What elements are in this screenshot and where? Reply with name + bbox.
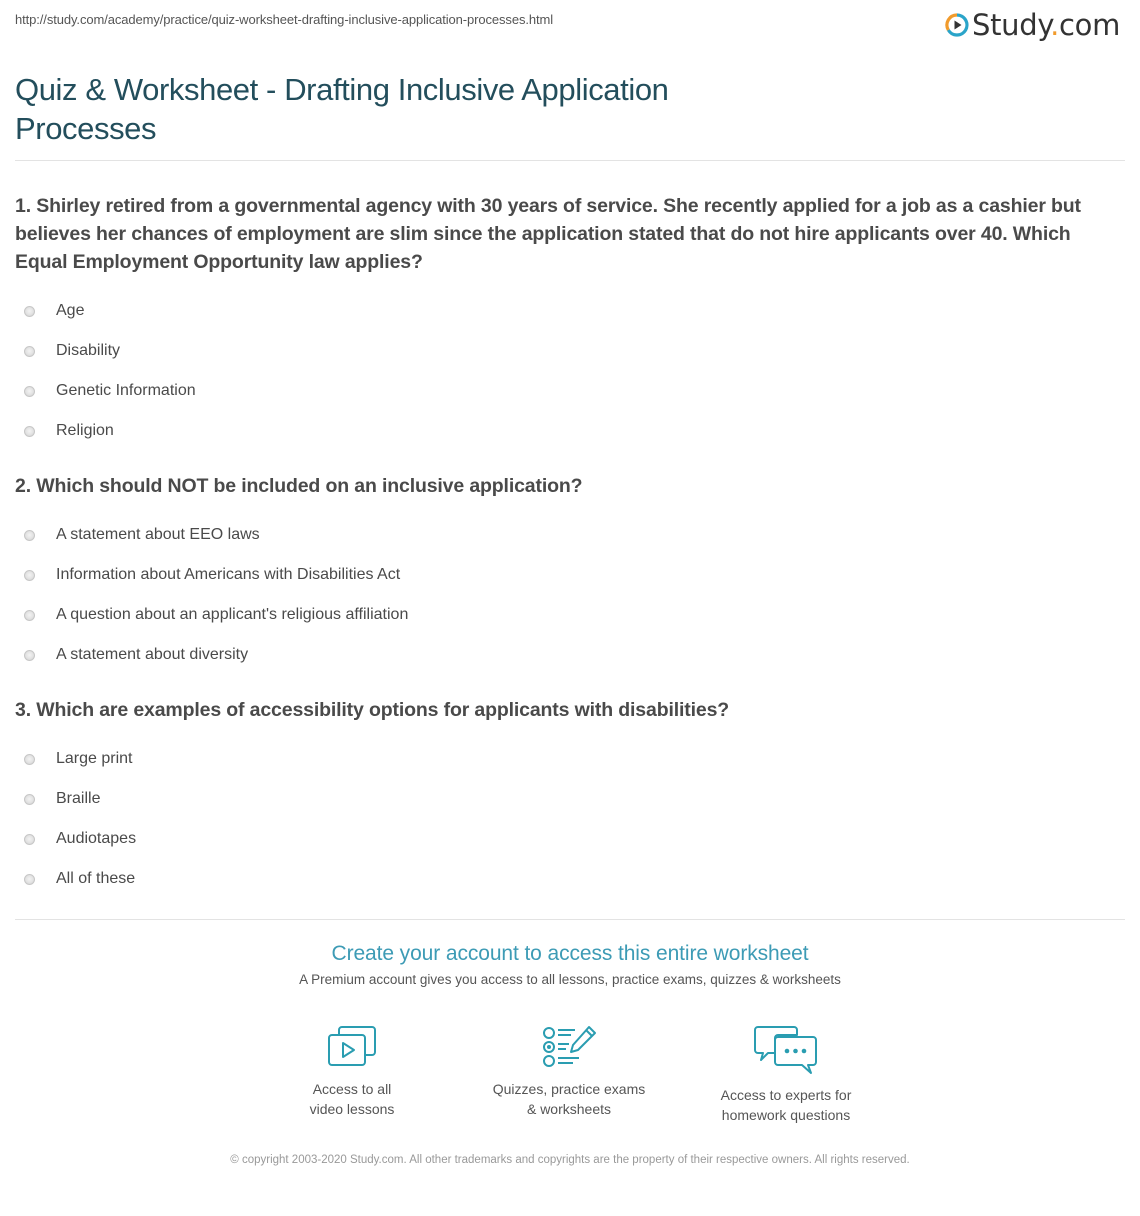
answer-option[interactable]: [15, 819, 1125, 859]
answer-label: Large print: [56, 750, 133, 767]
logo-name: Study: [972, 8, 1051, 42]
answer-option[interactable]: [15, 779, 1125, 819]
answer-label: All of these: [56, 870, 136, 887]
answer-label: Audiotapes: [56, 830, 137, 847]
radio-button-icon[interactable]: [24, 834, 35, 845]
answer-option[interactable]: [15, 515, 1125, 555]
feature-label-line1: Quizzes, practice exams: [492, 1081, 646, 1097]
video-lessons-icon: [252, 1025, 452, 1069]
answer-option[interactable]: [15, 331, 1125, 371]
feature-label-line1: Access to all: [312, 1081, 392, 1097]
feature-quizzes: [469, 1025, 669, 1119]
cta-divider: [15, 919, 1125, 920]
radio-button-icon[interactable]: [24, 306, 35, 317]
question-3: [15, 696, 1125, 899]
feature-label-line2: homework questions: [721, 1107, 851, 1123]
title-divider: [15, 160, 1125, 161]
feature-video-lessons: [252, 1025, 452, 1119]
radio-button-icon[interactable]: [24, 570, 35, 581]
quiz-checklist-icon: [469, 1025, 669, 1069]
feature-label-line1: Access to experts for: [720, 1087, 852, 1103]
answer-label: A question about an applicant's religious affiliation: [56, 606, 409, 623]
feature-label-line2: video lessons: [309, 1101, 395, 1117]
cta-subtitle: A Premium account gives you access to all lessons, practice exams, quizzes & worksheets: [299, 972, 841, 987]
create-account-link[interactable]: Create your account to access this entire worksheet: [331, 942, 809, 965]
answer-list: [15, 739, 1125, 899]
study-com-logo[interactable]: [945, 8, 1120, 42]
question-text: 2. Which should NOT be included on an inclusive application?: [15, 475, 583, 497]
radio-button-icon[interactable]: [24, 426, 35, 437]
answer-label: A statement about EEO laws: [56, 526, 260, 543]
answer-label: Genetic Information: [56, 382, 196, 399]
radio-button-icon[interactable]: [24, 874, 35, 885]
answer-option[interactable]: [15, 635, 1125, 675]
radio-button-icon[interactable]: [24, 754, 35, 765]
logo-dot: .: [1050, 8, 1060, 42]
answer-option[interactable]: [15, 739, 1125, 779]
radio-button-icon[interactable]: [24, 650, 35, 661]
radio-button-icon[interactable]: [24, 610, 35, 621]
question-1: [15, 192, 1125, 451]
radio-button-icon[interactable]: [24, 530, 35, 541]
answer-label: Information about Americans with Disabilities Act: [56, 566, 401, 583]
answer-option[interactable]: [15, 291, 1125, 331]
answer-label: Braille: [56, 790, 101, 807]
radio-button-icon[interactable]: [24, 386, 35, 397]
chat-bubbles-icon: [686, 1025, 886, 1075]
answer-label: Age: [56, 302, 85, 319]
question-text: 1. Shirley retired from a governmental agency with 30 years of service. She recently applied for a job as a cashier but believes her chances of employment are slim since the application stated that do not hire applicants over 40. Which Equal Employment Opportunity law applies?: [15, 195, 1081, 273]
question-text: 3. Which are examples of accessibility options for applicants with disabilities?: [15, 699, 730, 721]
question-2: [15, 472, 1125, 675]
radio-button-icon[interactable]: [24, 794, 35, 805]
answer-option[interactable]: [15, 859, 1125, 899]
radio-button-icon[interactable]: [24, 346, 35, 357]
answer-option[interactable]: [15, 411, 1125, 451]
feature-experts: [686, 1025, 886, 1125]
feature-label-line2: & worksheets: [526, 1101, 612, 1117]
answer-list: [15, 291, 1125, 451]
answer-option[interactable]: [15, 595, 1125, 635]
answer-label: A statement about diversity: [56, 646, 249, 663]
answer-label: Religion: [56, 422, 114, 439]
answer-option[interactable]: [15, 555, 1125, 595]
logo-tld: com: [1059, 8, 1121, 42]
page-url: http://study.com/academy/practice/quiz-worksheet-drafting-inclusive-application-processes.html: [15, 12, 554, 27]
play-circle-logo-icon: [945, 13, 969, 37]
copyright-notice: © copyright 2003-2020 Study.com. All other trademarks and copyrights are the property of their respective owners. All rights reserved.: [230, 1154, 910, 1166]
answer-label: Disability: [56, 342, 121, 359]
answer-list: [15, 515, 1125, 675]
page-title: Quiz & Worksheet - Drafting Inclusive Application Processes: [15, 72, 669, 146]
answer-option[interactable]: [15, 371, 1125, 411]
